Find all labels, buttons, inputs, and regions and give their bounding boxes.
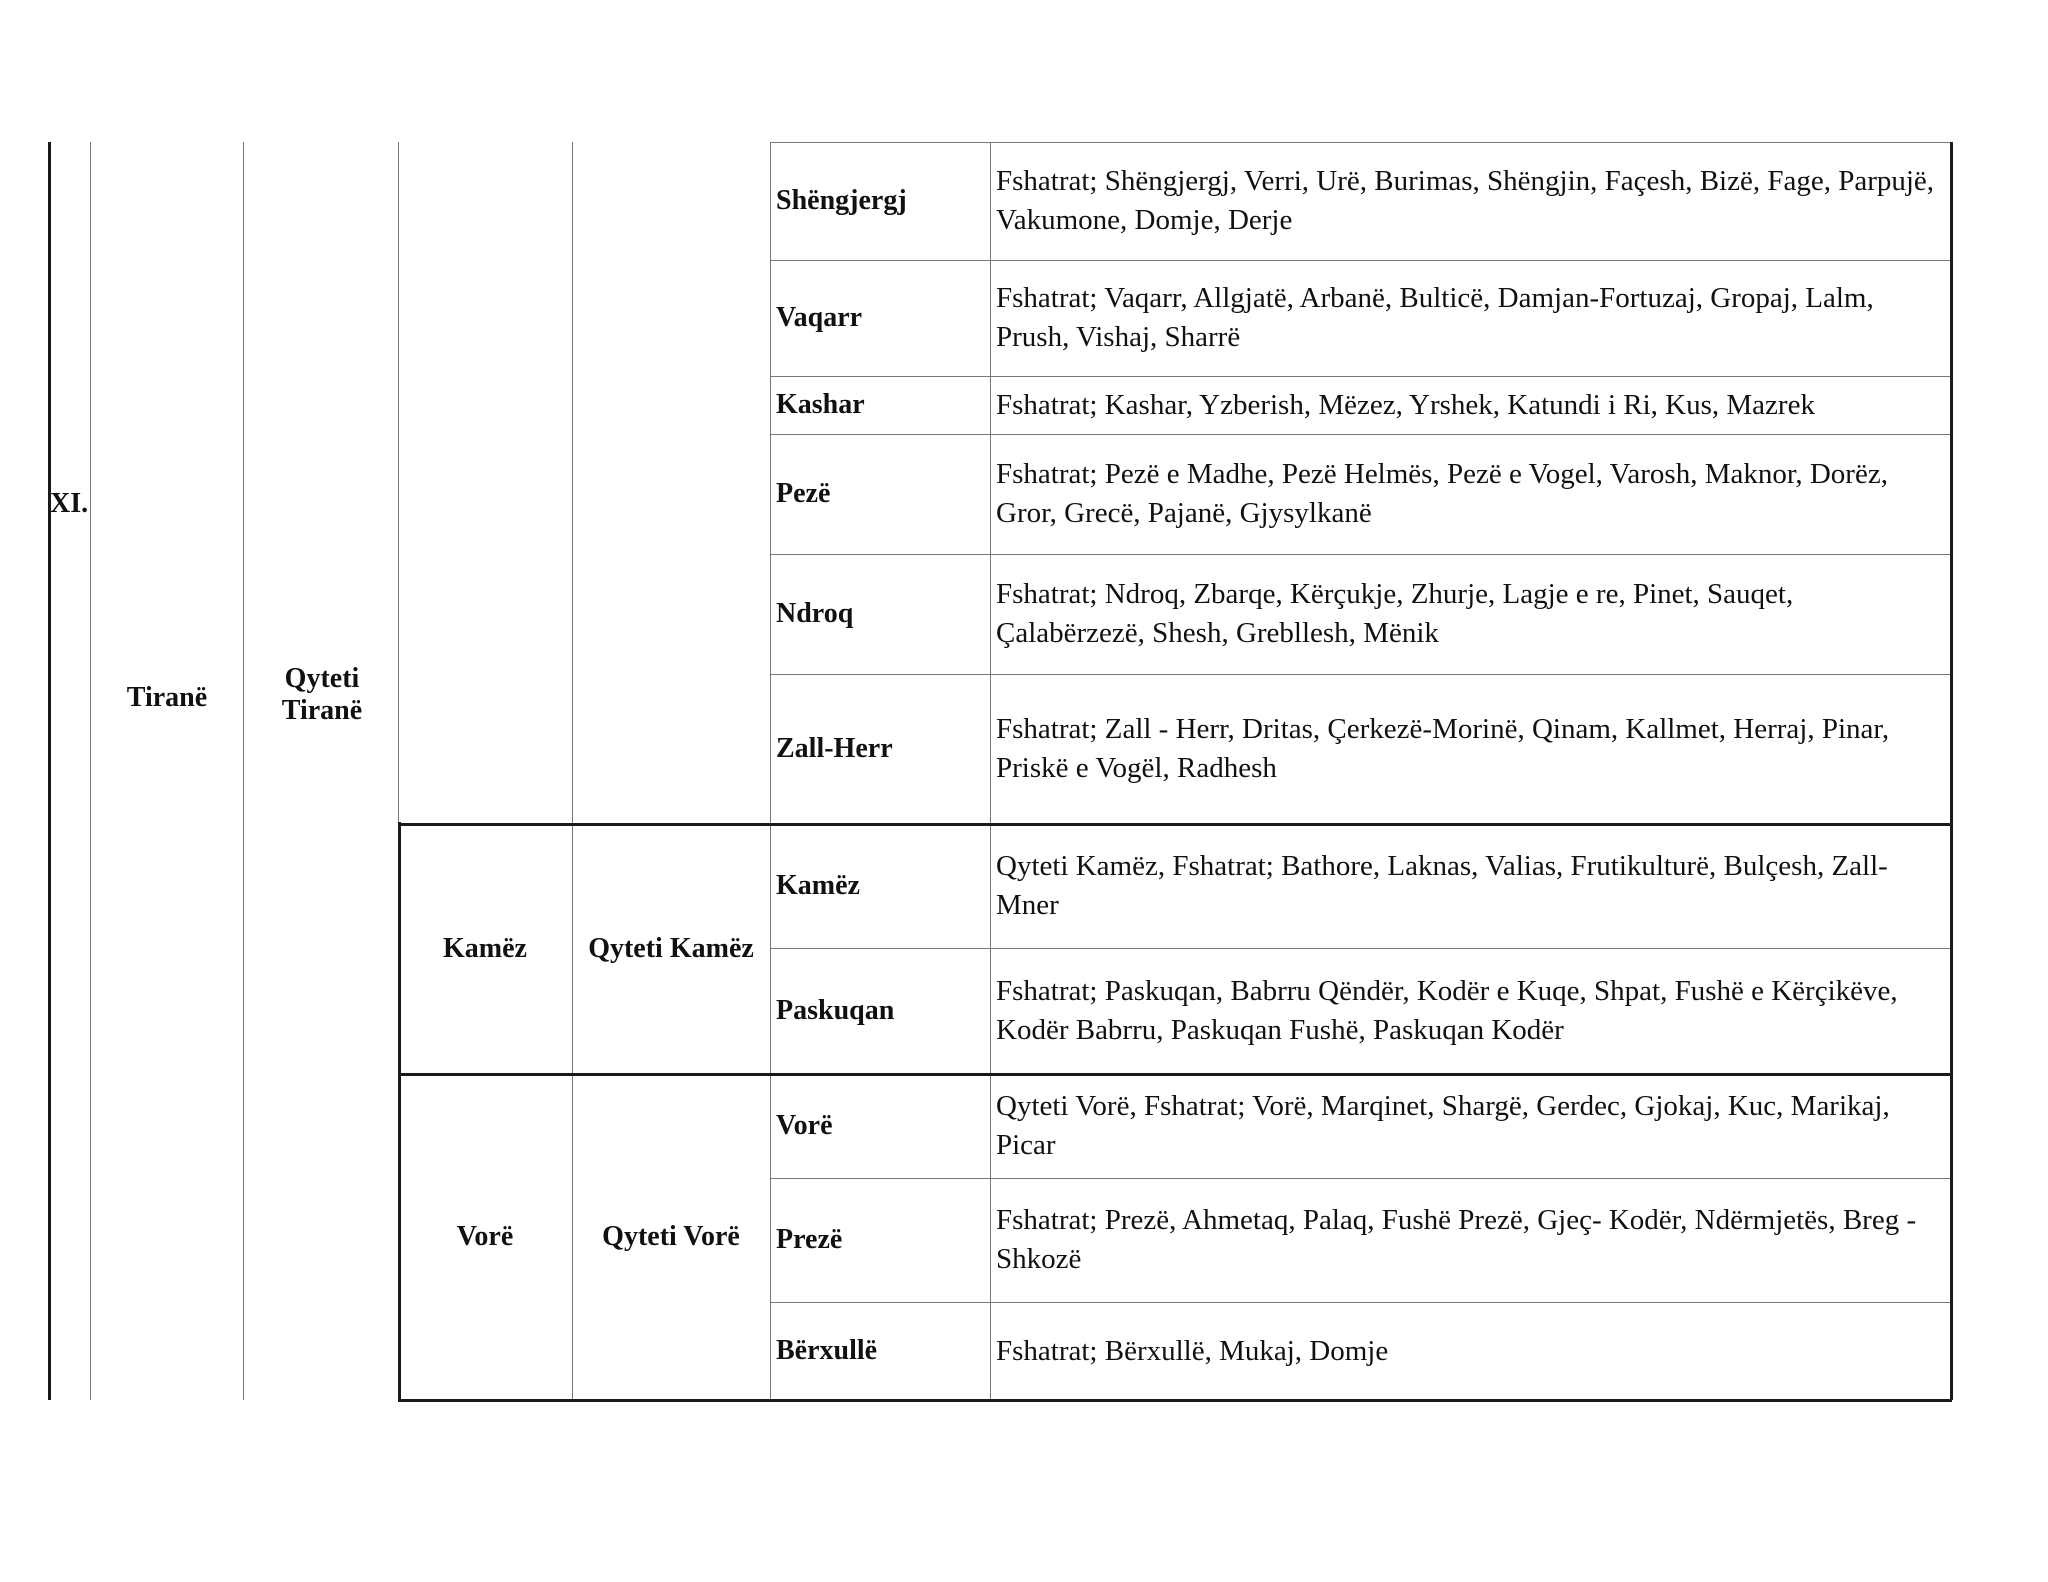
unit-name: Ndroq (776, 598, 854, 629)
table-left-border (48, 142, 51, 1400)
villages-list: Fshatrat; Shëngjergj, Verri, Urë, Burimas, Shëngjin, Façesh, Bizë, Fage, Parpujë, Vakumone, Domje, Derje (996, 165, 1935, 236)
region-number: XI. (50, 488, 89, 519)
city-name: Qyteti Kamëz (588, 933, 754, 964)
villages-list: Fshatrat; Bërxullë, Mukaj, Domje (996, 1334, 1389, 1367)
unit-name: Vaqarr (776, 302, 863, 333)
unit-name: Pezë (776, 478, 831, 509)
column-divider (770, 142, 771, 1400)
villages-list: Fshatrat; Ndroq, Zbarqe, Kërçukje, Zhurje, Lagje e re, Pinet, Sauqet, Çalabërzezë, Shesh, Grebllesh, Mënik (996, 578, 1794, 649)
column-divider (990, 142, 991, 1400)
table-right-border (1950, 142, 1953, 1400)
unit-name: Paskuqan (776, 995, 895, 1026)
unit-name: Vorë (776, 1110, 833, 1141)
unit-name: Bërxullë (776, 1335, 878, 1366)
villages-list: Fshatrat; Zall - Herr, Dritas, Çerkezë-Morinë, Qinam, Kallmet, Herraj, Pinar, Priskë e Vogël, Radhesh (996, 713, 1890, 784)
county-name: Tiranë (126, 682, 208, 713)
unit-name: Zall-Herr (776, 733, 893, 764)
municipality-name: Kamëz (443, 933, 527, 964)
municipality-name: Vorë (456, 1221, 514, 1252)
city-name: Qyteti Vorë (602, 1221, 740, 1252)
column-divider (243, 142, 244, 1400)
column-divider (90, 142, 91, 1400)
villages-list: Fshatrat; Prezë, Ahmetaq, Palaq, Fushë Prezë, Gjeç- Kodër, Ndërmjetës, Breg - Shkozë (996, 1204, 1917, 1275)
unit-name: Kashar (776, 389, 865, 420)
villages-list: Qyteti Kamëz, Fshatrat; Bathore, Laknas, Valias, Frutikulturë, Bulçesh, Zall-Mner (996, 850, 1888, 921)
villages-list: Qyteti Vorë, Fshatrat; Vorë, Marqinet, Shargë, Gerdec, Gjokaj, Kuc, Marikaj, Picar (996, 1090, 1890, 1161)
unit-name: Shëngjergj (776, 185, 907, 216)
villages-list: Fshatrat; Kashar, Yzberish, Mëzez, Yrshek, Katundi i Ri, Kus, Mazrek (996, 388, 1815, 421)
column-divider (398, 142, 399, 822)
municipality-old-name: Qyteti Tiranë (281, 663, 363, 726)
villages-list: Fshatrat; Vaqarr, Allgjatë, Arbanë, Bulticë, Damjan-Fortuzaj, Gropaj, Lalm, Prush, Vishaj, Sharrë (996, 282, 1874, 353)
unit-name: Kamëz (776, 870, 860, 901)
villages-list: Fshatrat; Pezë e Madhe, Pezë Helmës, Pezë e Vogel, Varosh, Maknor, Dorëz, Gror, Grecë, Pajanë, Gjysylkanë (996, 458, 1888, 529)
villages-list: Fshatrat; Paskuqan, Babrru Qëndër, Kodër e Kuqe, Shpat, Fushë e Kërçikëve, Kodër Babrru, Paskuqan Fushë, Paskuqan Kodër (996, 975, 1898, 1046)
unit-name: Prezë (776, 1224, 843, 1255)
